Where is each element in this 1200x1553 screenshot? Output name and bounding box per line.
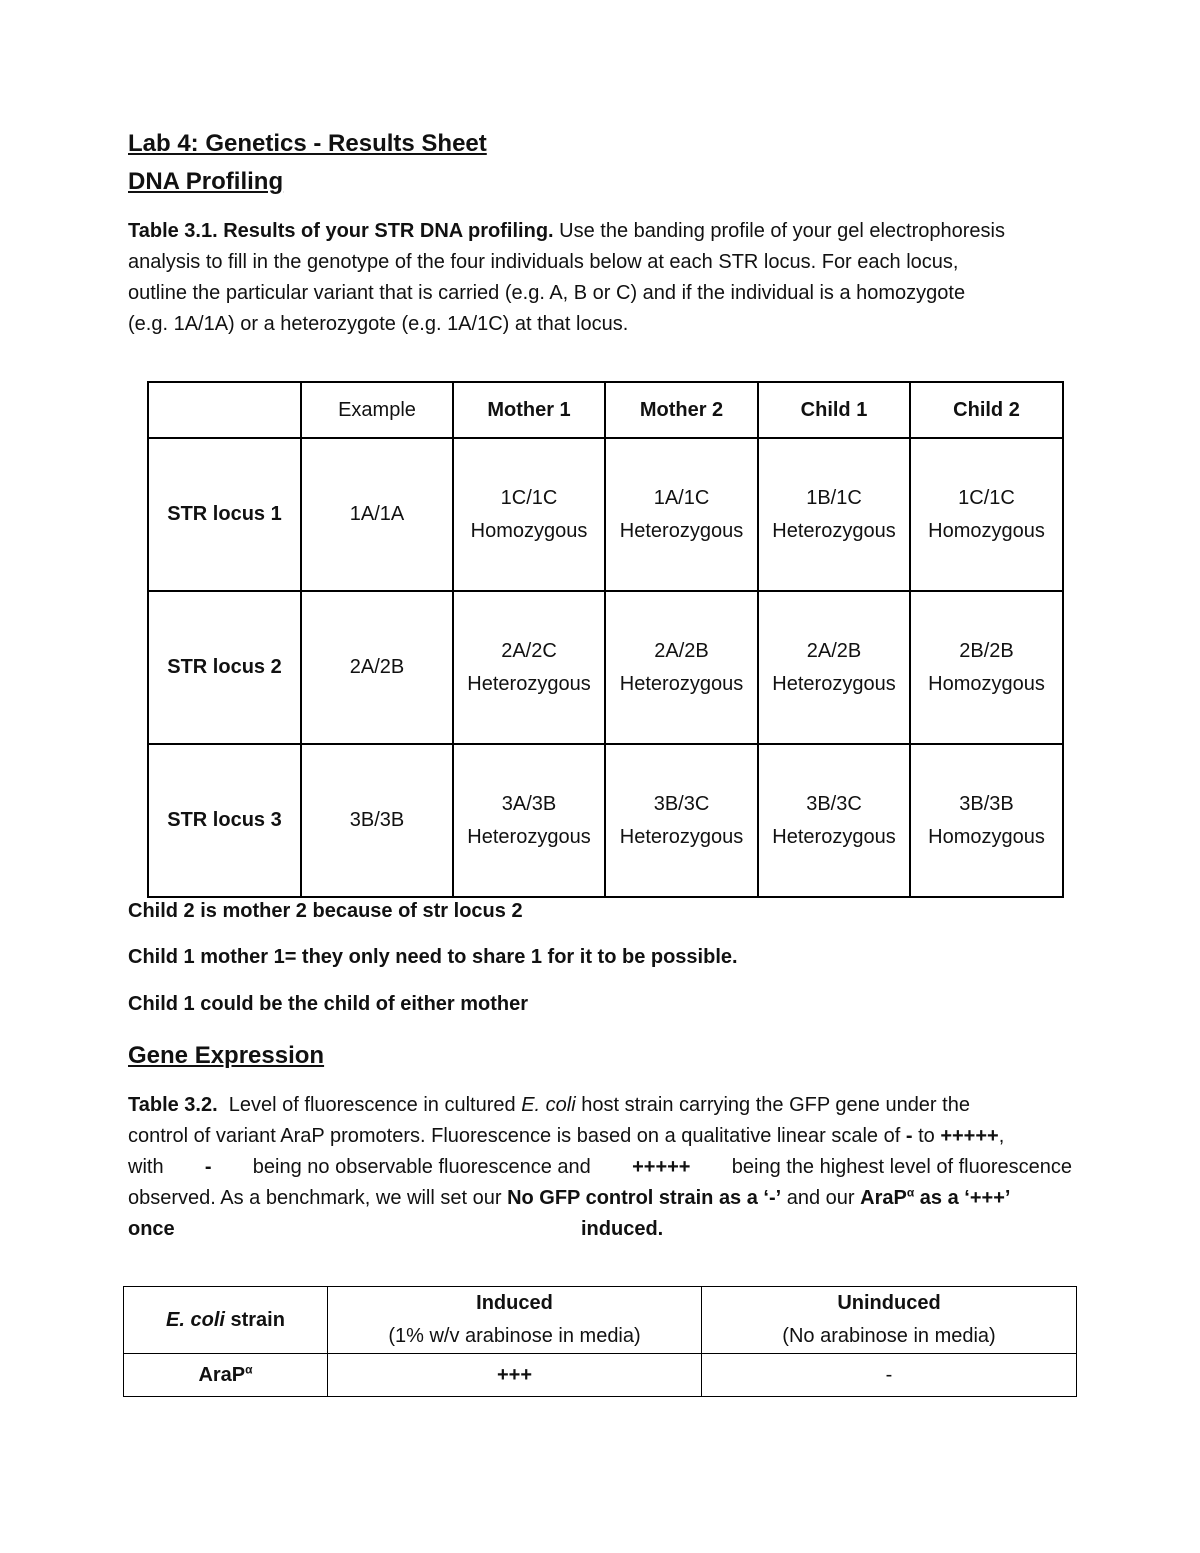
scale-min-symbol: - — [905, 1125, 913, 1147]
genotype-cell — [910, 438, 1063, 591]
genotype-cell — [605, 438, 758, 591]
caption-text-bold: as a ‘+++’ — [914, 1187, 1011, 1209]
section-heading-gene-expression: Gene Expression — [128, 1042, 325, 1069]
zygosity-value: Heterozygous — [467, 825, 591, 848]
genotype-value: 2A/2C — [501, 639, 557, 662]
header-cell-example: Example — [301, 382, 453, 438]
genotype-value: 2B/2B — [959, 639, 1014, 662]
genotype-value: 1C/1C — [958, 486, 1015, 509]
header-cell-induced — [328, 1287, 702, 1354]
strain-cell — [124, 1354, 328, 1397]
header-cell-strain — [124, 1287, 328, 1354]
table-header-row — [148, 382, 1063, 438]
caption-text: being no observable fluorescence and — [252, 1156, 591, 1178]
caption-text-bold: AraP — [860, 1187, 907, 1209]
caption-label: Table 3.2. — [128, 1094, 218, 1116]
fluorescence-table — [123, 1286, 1077, 1397]
genotype-cell — [758, 591, 910, 744]
caption-text: control of variant AraP promoters. Fluorescence is based on a qualitative linear scale of — [128, 1125, 901, 1147]
answer-note: Child 1 could be the child of either mother — [128, 993, 529, 1015]
header-cell-empty — [148, 382, 301, 438]
caption-text-bold: once — [128, 1218, 175, 1240]
genotype-value: 3B/3C — [806, 792, 862, 815]
answer-note: Child 1 mother 1= they only need to share 1 for it to be possible. — [128, 946, 738, 968]
str-profiling-table — [147, 381, 1064, 898]
genotype-value: 3B/3B — [959, 792, 1014, 815]
induced-cell: +++ — [328, 1354, 702, 1397]
genotype-cell — [605, 744, 758, 897]
zygosity-value: Heterozygous — [619, 519, 744, 542]
header-uninduced-title: Uninduced — [837, 1292, 941, 1314]
caption-text: Level of fluorescence in cultured — [217, 1094, 522, 1116]
answer-note: Child 2 is mother 2 because of str locus 2 — [128, 900, 523, 922]
zygosity-value: Heterozygous — [619, 672, 744, 695]
table-header-row — [124, 1287, 1077, 1354]
genotype-value: 1A/1C — [653, 486, 710, 509]
table-row — [148, 438, 1063, 591]
row-label: STR locus 3 — [148, 744, 301, 897]
table-3-1-caption — [128, 216, 1088, 340]
caption-text: Use the banding profile of your gel electrophoresis — [553, 220, 1005, 242]
genotype-cell — [453, 438, 605, 591]
scale-max-symbol: +++++ — [632, 1156, 691, 1178]
zygosity-value: Heterozygous — [619, 825, 744, 848]
genotype-value: 1C/1C — [500, 486, 558, 509]
header-uninduced-sub: (No arabinose in media) — [782, 1325, 996, 1347]
genotype-cell — [758, 438, 910, 591]
caption-text-bold: No GFP control strain as a ‘-’ — [507, 1187, 782, 1209]
genotype-value: 1B/1C — [806, 486, 862, 509]
caption-text: being the highest level of fluorescence — [731, 1156, 1072, 1178]
caption-text: observed. As a benchmark, we will set our — [128, 1187, 508, 1209]
zygosity-value: Heterozygous — [772, 672, 896, 695]
table-row — [124, 1354, 1077, 1397]
example-cell: 3B/3B — [301, 744, 453, 897]
example-cell: 2A/2B — [301, 591, 453, 744]
table-3-2-caption: Table 3.2. Level of fluorescence in cultured E. coli host strain carrying the GFP gene under the control of variant AraP promoters. Fluorescence is based on a qualitative linear scale of - to +++++, with - being no observable fluorescence and +++++ being the highest level of fluorescence observed. As a benchmark, we will set our No GFP control strain as a ‘-’ and our AraP$^\alpha$ as a ‘+++’ once induced. — [128, 1090, 1072, 1245]
zygosity-value: Homozygous — [470, 519, 588, 542]
zygosity-value: Homozygous — [928, 519, 1045, 542]
header-cell-child-1: Child 1 — [758, 382, 910, 438]
genotype-cell — [453, 744, 605, 897]
zygosity-value: Homozygous — [928, 825, 1045, 848]
header-strain-text: strain — [224, 1308, 285, 1331]
superscript: α — [906, 1185, 915, 1200]
genotype-cell — [910, 591, 1063, 744]
header-cell-uninduced — [702, 1287, 1077, 1354]
caption-line: (e.g. 1A/1A) or a heterozygote (e.g. 1A/1C) at that locus. — [128, 313, 629, 335]
table-row — [148, 591, 1063, 744]
row-label: STR locus 1 — [148, 438, 301, 591]
caption-text: and our — [781, 1187, 861, 1209]
header-induced-sub: (1% w/v arabinose in media) — [388, 1325, 641, 1347]
caption-text-italic: E. coli — [521, 1094, 576, 1116]
genotype-cell — [453, 591, 605, 744]
zygosity-value: Heterozygous — [772, 519, 896, 542]
caption-text: host strain carrying the GFP gene under the — [575, 1094, 970, 1116]
zygosity-value: Heterozygous — [772, 825, 896, 848]
example-cell: 1A/1A — [301, 438, 453, 591]
header-induced-title: Induced — [476, 1292, 553, 1314]
header-cell-mother-2: Mother 2 — [605, 382, 758, 438]
section-heading-dna-profiling: DNA Profiling — [128, 168, 284, 195]
genotype-cell — [758, 744, 910, 897]
caption-label: Table 3.1. Results of your STR DNA profiling. — [128, 220, 554, 242]
scale-max-symbol: +++++ — [940, 1125, 999, 1147]
caption-line: analysis to fill in the genotype of the four individuals below at each STR locus. For each locus, — [128, 251, 959, 273]
caption-text: with — [128, 1156, 164, 1178]
table-row — [148, 744, 1063, 897]
genotype-value: 2A/2B — [654, 639, 709, 662]
genotype-value: 3A/3B — [501, 792, 557, 815]
zygosity-value: Heterozygous — [467, 672, 591, 695]
uninduced-cell: - — [702, 1354, 1077, 1397]
page-title: Lab 4: Genetics - Results Sheet — [128, 130, 487, 157]
header-cell-mother-1: Mother 1 — [453, 382, 605, 438]
genotype-value: 2A/2B — [806, 639, 862, 662]
row-label: STR locus 2 — [148, 591, 301, 744]
genotype-cell — [910, 744, 1063, 897]
strain-name: AraP — [198, 1363, 246, 1386]
superscript: α — [245, 1361, 253, 1376]
caption-text: to — [918, 1125, 935, 1147]
header-cell-child-2: Child 2 — [910, 382, 1063, 438]
zygosity-value: Homozygous — [928, 672, 1045, 695]
header-strain-italic: E. coli — [166, 1308, 225, 1331]
scale-min-symbol: - — [204, 1156, 212, 1178]
genotype-value: 3B/3C — [653, 792, 710, 815]
caption-line: outline the particular variant that is carried (e.g. A, B or C) and if the individual is a homozygote — [128, 282, 966, 304]
caption-text-bold: induced. — [581, 1218, 664, 1240]
genotype-cell — [605, 591, 758, 744]
